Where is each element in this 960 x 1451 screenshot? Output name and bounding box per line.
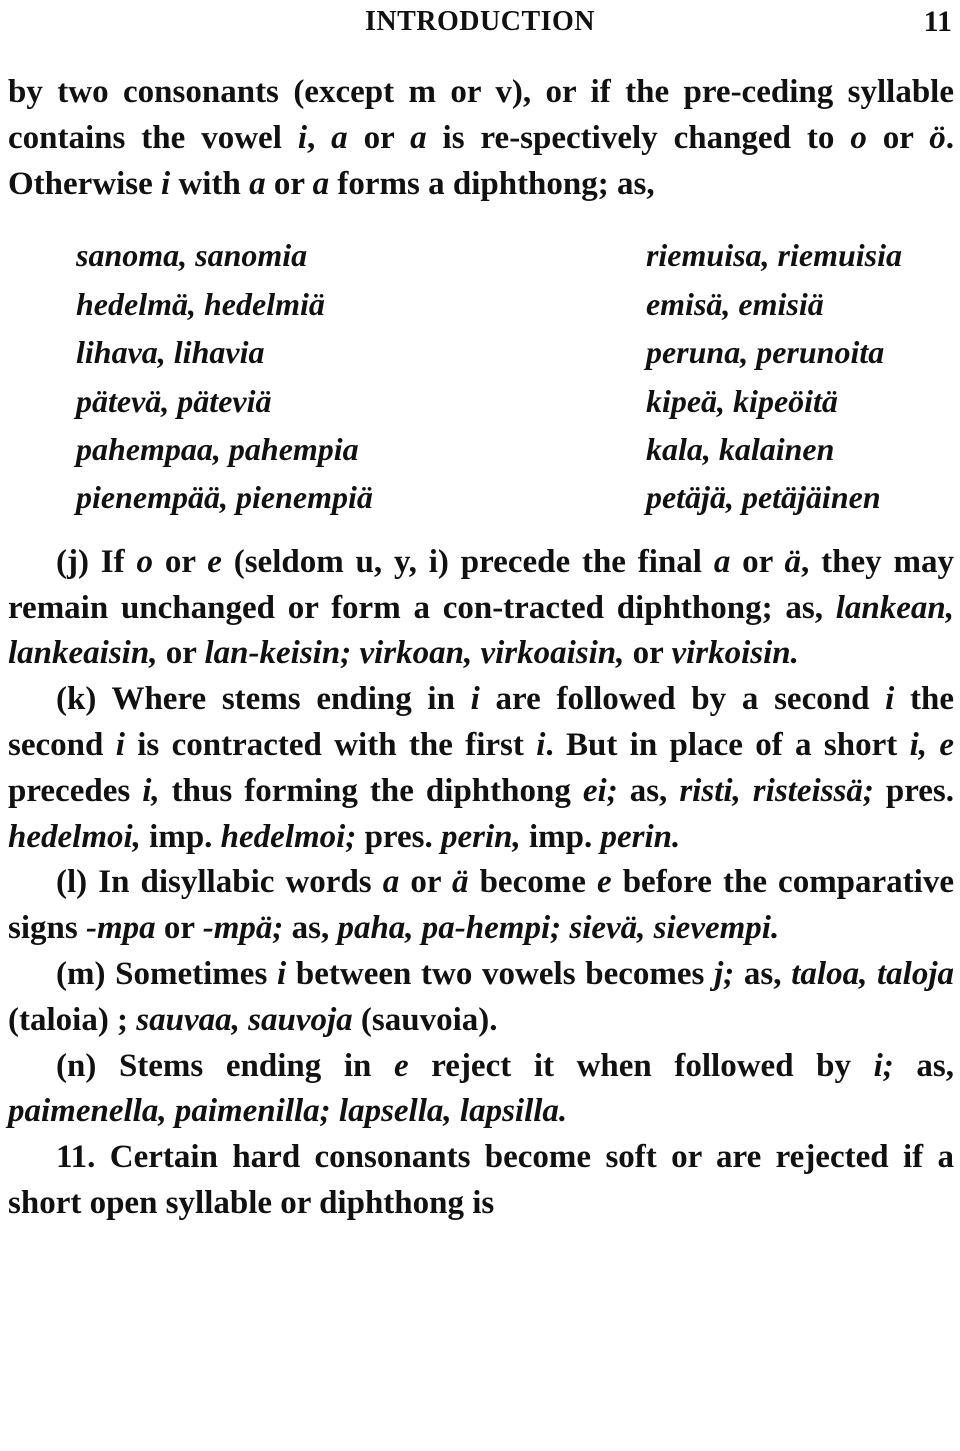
body-text	[8, 70, 954, 1227]
paragraph-l: (l) In disyllabic words a or ä become e before the comparative signs -mpa or -mpä; as, paha, pa-hempi; sievä, sievempi.	[8, 864, 954, 947]
example-item: lihava, lihavia	[76, 334, 265, 371]
example-item: kala, kalainen	[645, 431, 835, 468]
example-item: pahempaa, pahempia	[76, 431, 359, 468]
example-item: riemuisa, riemuisia	[645, 237, 902, 274]
example-item: peruna, perunoita	[645, 334, 885, 371]
example-item: petäjä, petäjäinen	[645, 479, 881, 516]
example-column-left	[76, 231, 373, 521]
running-head	[0, 2, 960, 42]
paragraph-continuation: by two consonants (except m or v), or if the pre-ceding syllable contains the vowel i, a or a is re-spectively changed to o or ö. Otherwise i with a or a forms a diphthong; as,	[8, 74, 954, 202]
example-item: pienempää, pienempiä	[76, 479, 373, 516]
paragraph-k: (k) Where stems ending in i are followed by a second i the second i is contracted with the first i. But in place of a short i, e precedes i, thus forming the diphthong ei; as, risti, risteissä; pres. hedelmoi, imp. hedelmoi; pres. perin, imp. perin.	[8, 681, 955, 855]
section-number: 11.	[56, 1139, 96, 1176]
paragraph-j: (j) If o or e (seldom u, y, i) precede the final a or ä, they may remain unchanged or form a con-tracted diphthong; as, lankean, lankeaisin, or lan-keisin; virkoan, virkoaisin, or virkoisin.	[8, 543, 954, 672]
paragraph-n: (n) Stems ending in e reject it when followed by i; as, paimenella, paimenilla; lapsella, lapsilla.	[8, 1047, 954, 1130]
section-11: 11. Certain hard consonants become soft or are rejected if a short open syllable or diphthong is	[8, 1139, 954, 1221]
example-item: emisä, emisiä	[645, 285, 824, 322]
example-column-right	[646, 231, 902, 521]
paragraph-m: (m) Sometimes i between two vowels becomes j; as, taloa, taloja (taloia) ; sauvaa, sauvoja (sauvoia).	[8, 956, 955, 1038]
example-item: hedelmä, hedelmiä	[76, 285, 325, 322]
running-title: INTRODUCTION	[364, 6, 596, 37]
example-item: sanoma, sanomia	[76, 237, 308, 274]
example-item: pätevä, päteviä	[76, 382, 272, 419]
example-list	[76, 231, 902, 521]
page-number: 11	[923, 5, 952, 38]
example-item: kipeä, kipeöitä	[645, 382, 838, 419]
